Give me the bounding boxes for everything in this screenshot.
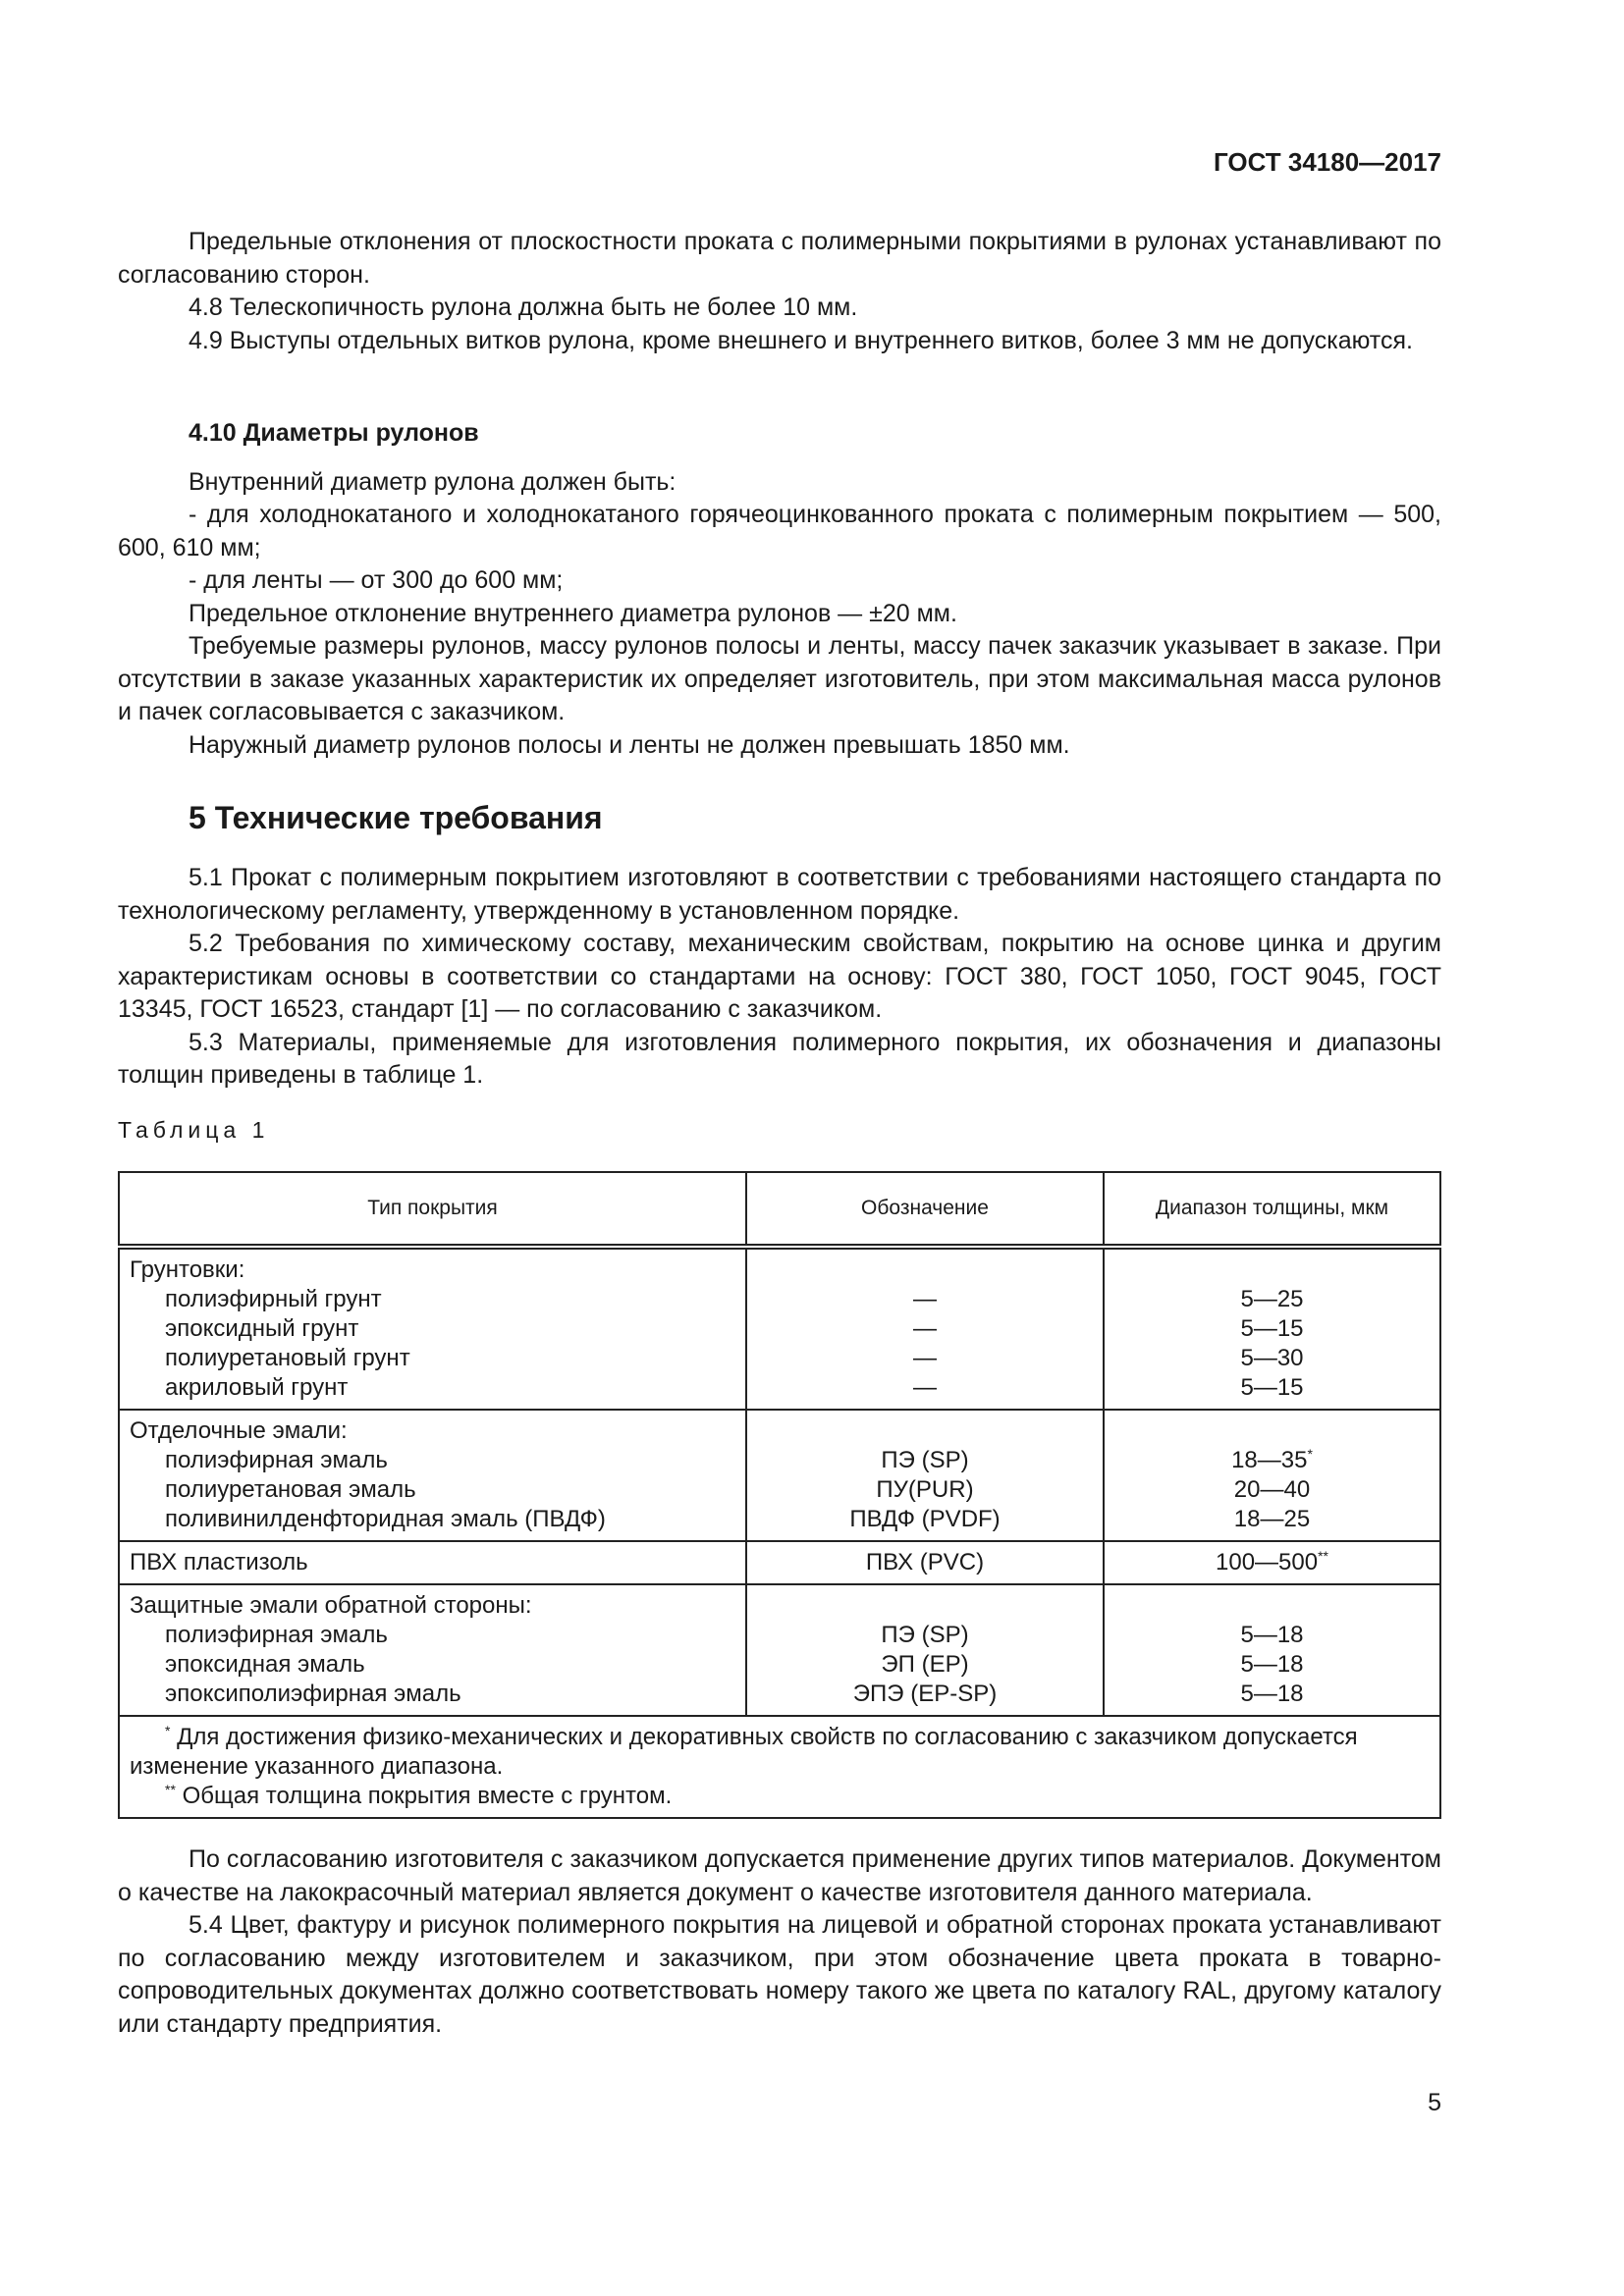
table-group-row	[119, 1541, 1440, 1584]
footnote-mark: *	[1307, 1446, 1313, 1462]
thickness: 18—25	[1233, 1506, 1311, 1532]
table-caption: Таблица 1	[118, 1117, 270, 1143]
column-header: Тип покрытия	[119, 1172, 746, 1247]
designation: —	[913, 1374, 937, 1401]
coating-name: эпоксиполиэфирная эмаль	[165, 1681, 461, 1707]
designation-cell	[746, 1410, 1104, 1541]
paragraph: - для холоднокатаного и холоднокатаного горячеоцинкованного проката с полимерным покрытием — 500, 600, 610 мм;	[118, 501, 1441, 561]
coating-name: полиуретановый грунт	[165, 1345, 410, 1371]
designation: ЭП (EP)	[881, 1651, 969, 1678]
paragraph: Требуемые размеры рулонов, массу рулонов полосы и ленты, массу пачек заказчик указывает в заказе. При отсутствии в заказе указанных характеристик их определяет изготовитель, при этом максимальная масса рулонов и пачек согласовывается с заказчиком.	[118, 632, 1441, 725]
paragraph: - для ленты — от 300 до 600 мм;	[189, 566, 564, 594]
designation: ПВХ (PVC)	[865, 1549, 985, 1575]
designation: ПЭ (SP)	[881, 1622, 969, 1648]
coating-name: поливинилденфторидная эмаль (ПВДФ)	[165, 1506, 606, 1532]
column-header: Диапазон толщины, мкм	[1104, 1172, 1440, 1247]
designation: —	[913, 1286, 937, 1312]
group-title: Отделочные эмали:	[130, 1417, 348, 1444]
thickness: 5—30	[1240, 1345, 1304, 1371]
designation-cell	[746, 1247, 1104, 1410]
table-group-row	[119, 1410, 1440, 1541]
thickness-cell	[1104, 1410, 1440, 1541]
designation: —	[913, 1315, 937, 1342]
coating-type-cell	[119, 1410, 746, 1541]
designation-cell	[746, 1584, 1104, 1716]
document-header: ГОСТ 34180—2017	[1214, 147, 1441, 177]
thickness: 5—18	[1240, 1622, 1304, 1648]
bottom-paragraphs	[118, 1843, 1441, 2041]
designation: ПВДФ (PVDF)	[849, 1506, 1001, 1532]
coating-type-cell	[119, 1247, 746, 1410]
paragraph: 4.9 Выступы отдельных витков рулона, кроме внешнего и внутреннего витков, более 3 мм не допускаются.	[189, 326, 1413, 354]
coatings-table	[118, 1171, 1441, 1819]
paragraph: Предельное отклонение внутреннего диаметра рулонов — ±20 мм.	[189, 599, 957, 627]
thickness-cell	[1104, 1541, 1440, 1584]
coating-name: эпоксидная эмаль	[165, 1651, 365, 1678]
thickness: 5—18	[1240, 1681, 1304, 1707]
thickness: 5—15	[1240, 1315, 1304, 1342]
thickness: 18—35*	[1231, 1446, 1313, 1473]
thickness: 5—25	[1240, 1286, 1304, 1312]
section-4-10	[118, 417, 1441, 762]
coating-type-cell	[119, 1541, 746, 1584]
paragraph: 4.8 Телескопичность рулона должна быть не более 10 мм.	[189, 294, 858, 321]
group-title: Защитные эмали обратной стороны:	[130, 1592, 532, 1619]
coating-name: акриловый грунт	[165, 1374, 349, 1401]
footnote-mark: **	[1318, 1548, 1328, 1564]
footnote: ** Общая толщина покрытия вместе с грунтом.	[165, 1782, 673, 1809]
coating-type-cell	[119, 1584, 746, 1716]
thickness-cell	[1104, 1247, 1440, 1410]
coating-name: полиэфирный грунт	[165, 1286, 382, 1312]
section-5-body	[118, 862, 1441, 1093]
thickness-cell	[1104, 1584, 1440, 1716]
group-title: Грунтовки:	[130, 1256, 245, 1283]
thickness: 20—40	[1233, 1476, 1311, 1503]
section-title: 4.10 Диаметры рулонов	[189, 419, 479, 447]
paragraph: 5.3 Материалы, применяемые для изготовления полимерного покрытия, их обозначения и диапазоны толщин приведены в таблице 1.	[118, 1028, 1441, 1089]
section-5-title: 5 Технические требования	[189, 800, 603, 835]
paragraph: 5.4 Цвет, фактуру и рисунок полимерного покрытия на лицевой и обратной сторонах проката устанавливают по согласованию между изготовителем и заказчиком, при этом обозначение цвета проката в товарно-сопроводительных документах должно соответствовать номеру такого же цвета по каталогу RAL, другому каталогу или стандарту предприятия.	[118, 1911, 1441, 2038]
footnote: * Для достижения физико-механических и декоративных свойств по согласованию с заказчиком допускается изменение указанного диапазона.	[130, 1723, 1358, 1780]
designation: ПЭ (SP)	[881, 1447, 969, 1473]
designation: ЭПЭ (EP-SP)	[852, 1681, 998, 1707]
column-header: Обозначение	[746, 1172, 1104, 1247]
paragraph: 5.2 Требования по химическому составу, механическим свойствам, покрытию на основе цинка и другим характеристикам основы в соответствии со стандартами на основу: ГОСТ 380, ГОСТ 1050, ГОСТ 9045, ГОСТ 13345, ГОСТ 16523, стандарт [1] — по согласованию с заказчиком.	[118, 930, 1441, 1023]
designation: ПУ(PUR)	[876, 1476, 974, 1503]
thickness: 5—15	[1240, 1374, 1304, 1401]
designation: —	[913, 1345, 937, 1371]
paragraph: 5.1 Прокат с полимерным покрытием изготовляют в соответствии с требованиями настоящего стандарта по технологическому регламенту, утвержденному в установленном порядке.	[118, 864, 1441, 925]
designation-cell	[746, 1541, 1104, 1584]
table-group-row	[119, 1584, 1440, 1716]
page-number: 5	[1428, 2089, 1441, 2116]
thickness: 100—500	[1216, 1549, 1319, 1575]
paragraph: Внутренний диаметр рулона должен быть:	[189, 467, 677, 496]
table-group-row	[119, 1247, 1440, 1410]
coating-name: полиэфирная эмаль	[165, 1447, 388, 1473]
top-paragraphs	[118, 226, 1441, 357]
coating-name: полиуретановая эмаль	[165, 1476, 416, 1503]
thickness: 5—18	[1240, 1651, 1304, 1678]
paragraph: Предельные отклонения от плоскостности проката с полимерными покрытиями в рулонах устанавливают по согласованию сторон.	[118, 228, 1441, 289]
paragraph: По согласованию изготовителя с заказчиком допускается применение других типов материалов. Документом о качестве на лакокрасочный материал является документ о качестве изготовителя данного материала.	[118, 1845, 1441, 1906]
coating-name: эпоксидный грунт	[165, 1315, 359, 1342]
group-title: ПВХ пластизоль	[130, 1549, 308, 1575]
paragraph: Наружный диаметр рулонов полосы и ленты не должен превышать 1850 мм.	[189, 730, 1070, 759]
coating-name: полиэфирная эмаль	[165, 1622, 388, 1648]
table-footnotes	[119, 1716, 1440, 1818]
